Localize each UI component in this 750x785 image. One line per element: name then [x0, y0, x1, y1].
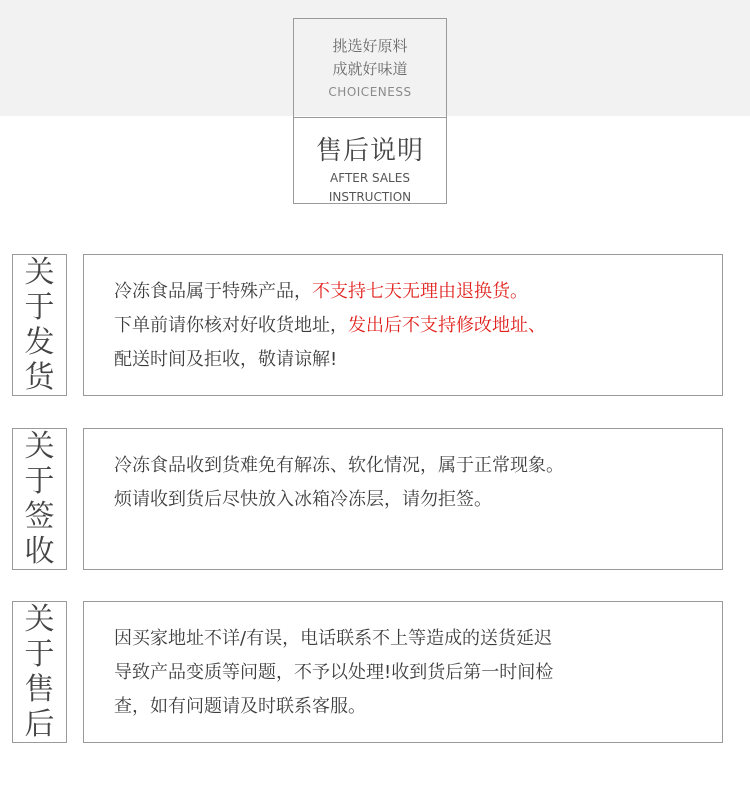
text-highlight: 发出后不支持修改地址、	[348, 315, 546, 336]
title-block	[294, 118, 446, 204]
page-title: 售后说明	[315, 136, 424, 166]
content-box-after-sales	[83, 601, 723, 743]
side-char: 签	[24, 499, 55, 534]
side-label-receiving	[12, 428, 67, 570]
text-highlight: 不支持七天无理由退换货。	[312, 281, 528, 302]
side-char: 收	[24, 534, 55, 569]
slogan-line-1: 挑选好原料	[332, 37, 408, 55]
page-title-en-line-1: AFTER SALES	[330, 171, 410, 185]
text-normal: 配送时间及拒收，敬请谅解!	[114, 349, 338, 370]
side-char: 售	[24, 672, 55, 707]
side-char: 关	[24, 602, 55, 637]
side-char: 于	[24, 290, 55, 325]
side-label-after-sales	[12, 601, 67, 743]
content-box-receiving	[83, 428, 723, 570]
side-char: 于	[24, 637, 55, 672]
side-char: 关	[24, 255, 55, 290]
side-char: 于	[24, 464, 55, 499]
text-line	[114, 343, 722, 377]
side-char: 关	[24, 429, 55, 464]
text-line: 冷冻食品收到货难免有解冻、软化情况，属于正常现象。	[114, 455, 564, 476]
slogan-block	[294, 19, 446, 117]
text-line: 查，如有问题请及时联系客服。	[114, 696, 366, 717]
slogan-line-2: 成就好味道	[332, 60, 408, 78]
text-line: 因买家地址不详/有误，电话联系不上等造成的送货延迟	[114, 628, 553, 649]
text-line	[114, 309, 722, 343]
side-char: 后	[24, 707, 55, 742]
page-title-en-line-2: INSTRUCTION	[328, 190, 412, 204]
text-normal: 下单前请你核对好收货地址，	[114, 315, 348, 336]
content-box-shipping	[83, 254, 723, 396]
side-char: 发	[24, 325, 55, 360]
text-normal: 冷冻食品属于特殊产品，	[114, 281, 312, 302]
text-line	[114, 275, 722, 309]
side-char: 货	[24, 360, 55, 395]
text-line: 烦请收到货后尽快放入冰箱冷冻层，请勿拒签。	[114, 489, 492, 510]
side-label-shipping	[12, 254, 67, 396]
header-title-box	[293, 18, 447, 204]
choiceness-label: CHOICENESS	[328, 85, 412, 99]
text-line: 导致产品变质等问题，不予以处理!收到货后第一时间检	[114, 662, 554, 683]
